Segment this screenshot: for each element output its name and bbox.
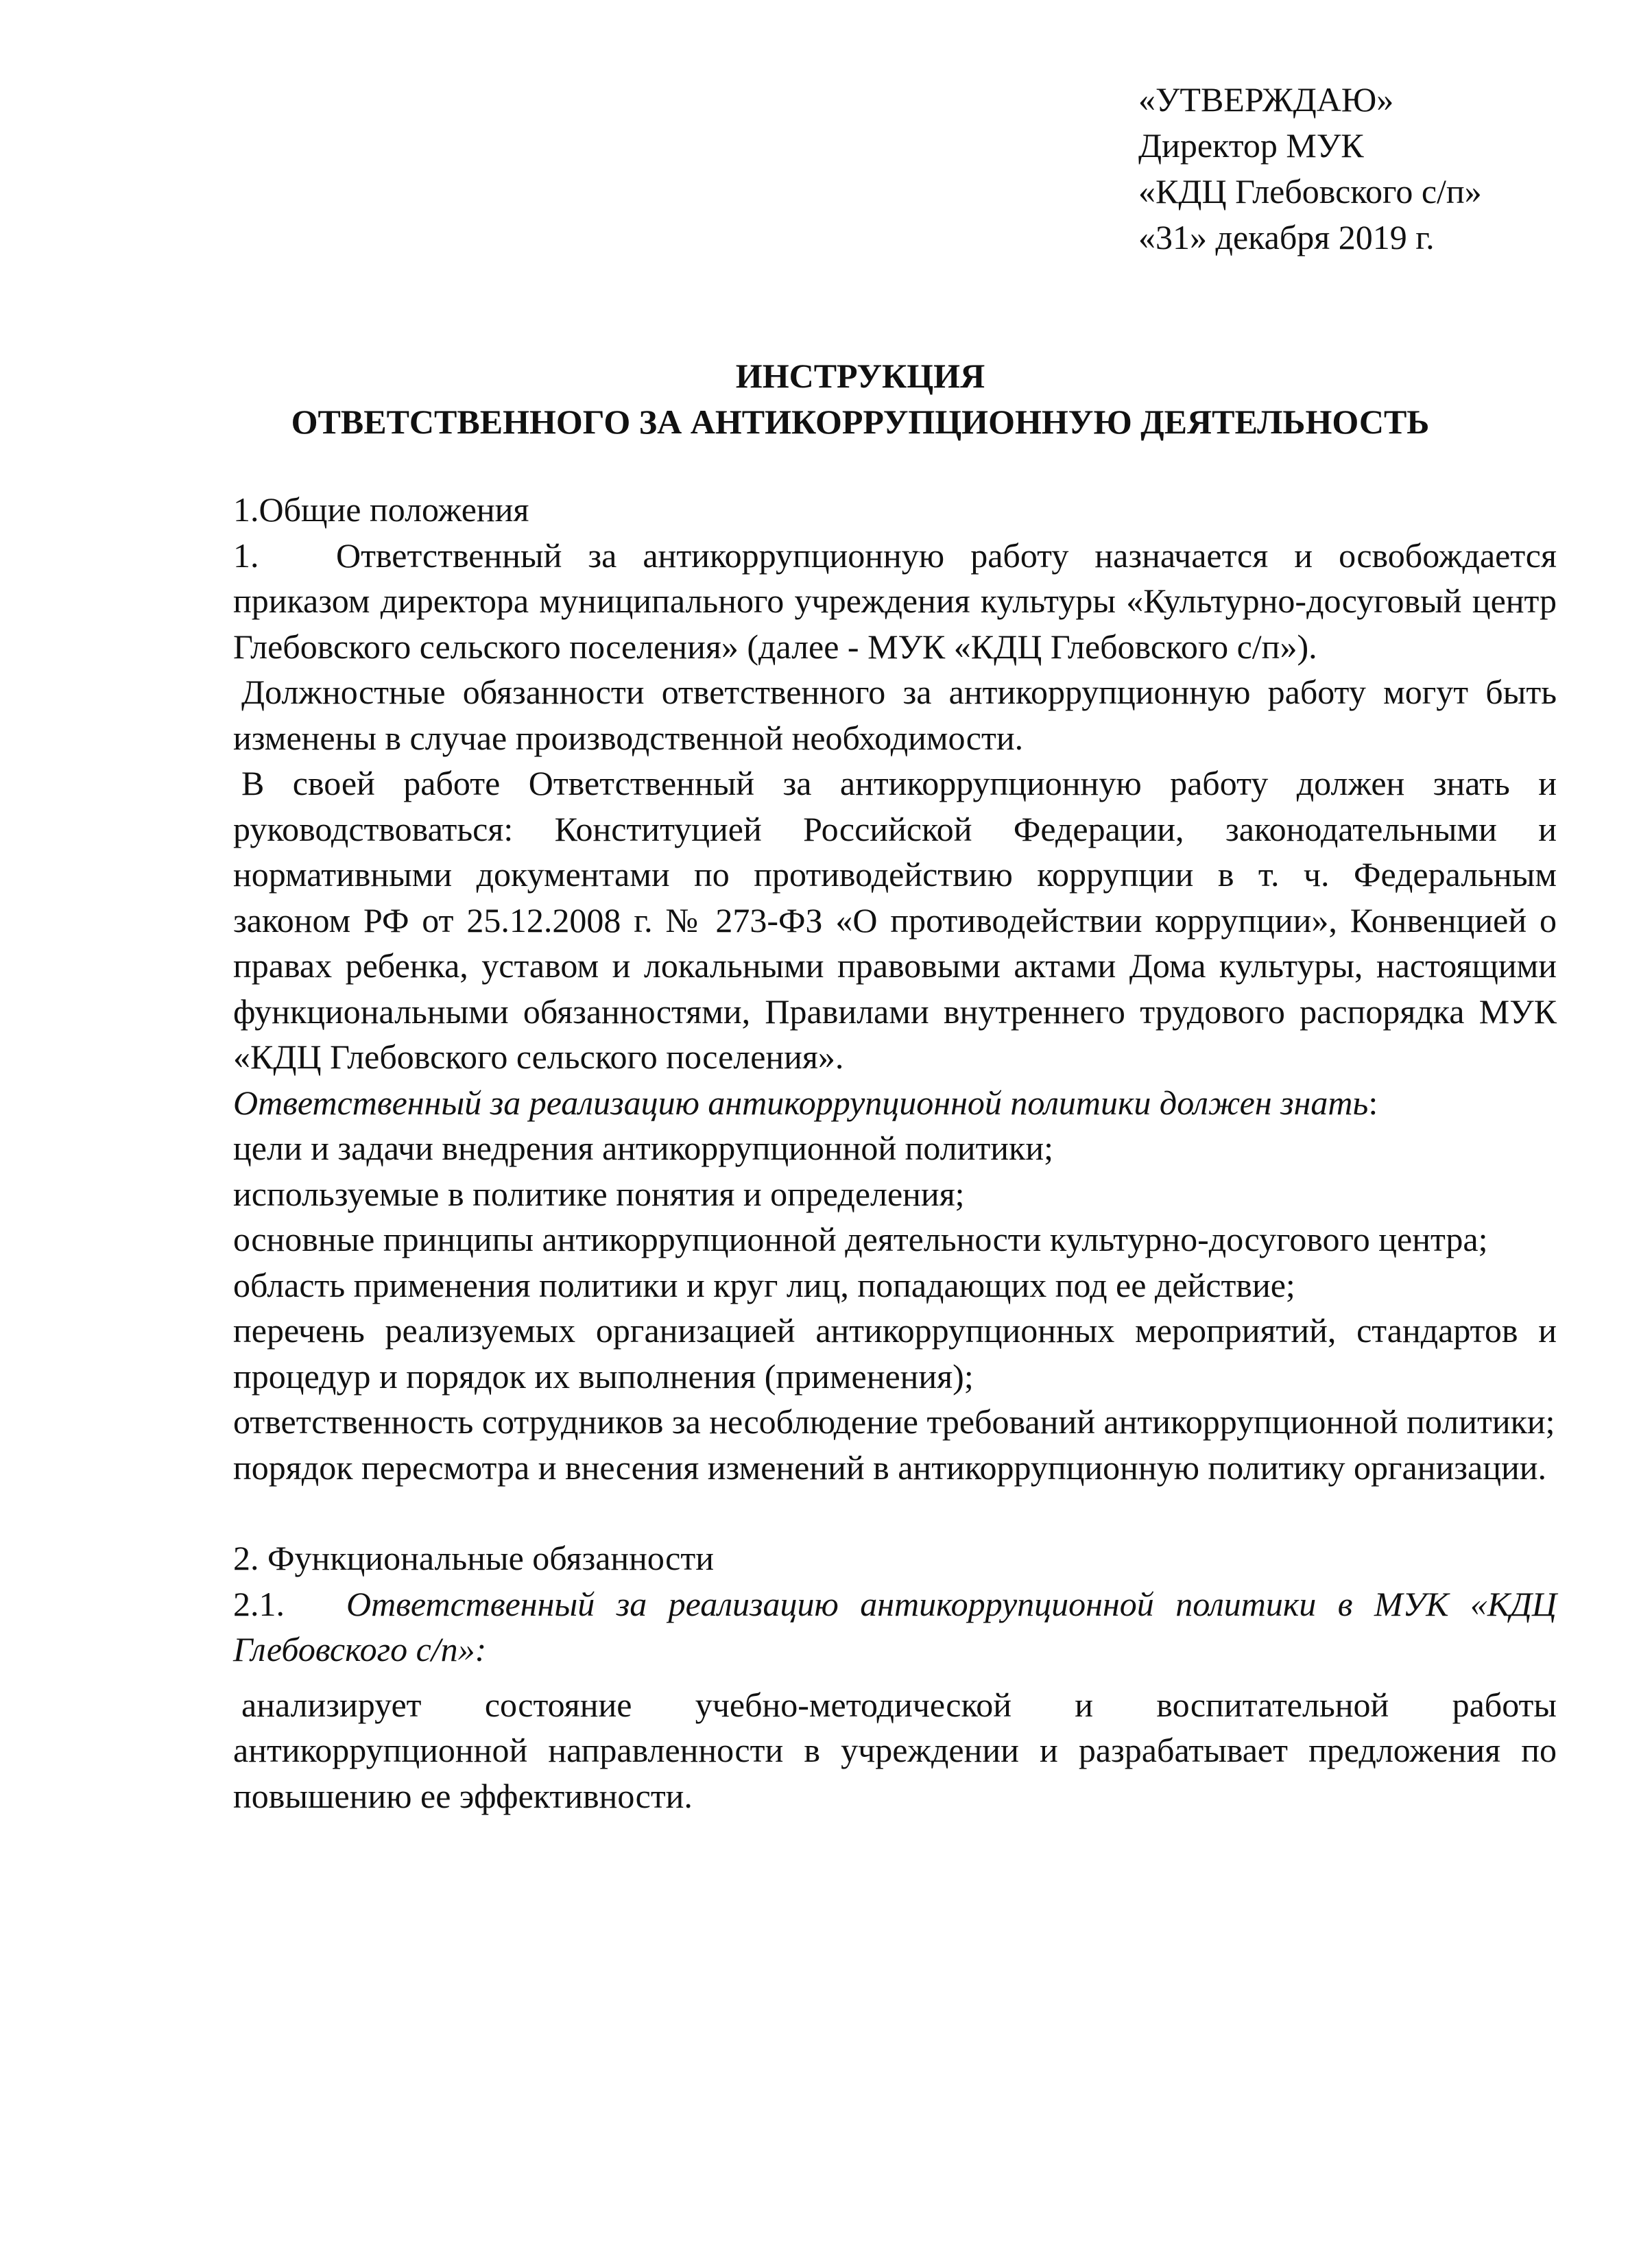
must-know-italic: Ответственный за реализацию антикоррупционной политики должен знать xyxy=(233,1083,1369,1122)
title-line-2: ОТВЕТСТВЕННОГО ЗА АНТИКОРРУПЦИОННУЮ ДЕЯТЕЛЬНОСТЬ xyxy=(291,403,1430,441)
list-item: ответственность сотрудников за несоблюдение требований антикоррупционной политики; xyxy=(233,1402,1555,1441)
approval-line-3: «КДЦ Глебовского с/п» xyxy=(1138,172,1482,211)
title-line-1: ИНСТРУКЦИЯ xyxy=(735,357,985,395)
section-1-heading: 1.Общие положения xyxy=(233,490,529,529)
item-text: Ответственный за реализацию антикоррупционной политики в МУК «КДЦ Глебовского с/п»: xyxy=(233,1584,1557,1668)
item-number: 2.1. xyxy=(233,1584,285,1623)
approval-line-4: «31» декабря 2019 г. xyxy=(1138,218,1435,256)
section-2-heading: 2. Функциональные обязанности xyxy=(233,1539,714,1577)
list-item: основные принципы антикоррупционной деятельности культурно-досугового центра; xyxy=(233,1220,1488,1258)
must-know-paragraph xyxy=(233,1080,1557,1126)
must-know-colon: : xyxy=(1368,1083,1378,1122)
approval-line-2: Директор МУК xyxy=(1138,126,1364,165)
list-item: используемые в политике понятия и определения; xyxy=(233,1174,965,1213)
section-gap xyxy=(233,1490,1557,1535)
list-item: порядок пересмотра и внесения изменений в антикоррупционную политику организации. xyxy=(233,1448,1546,1487)
list-item: область применения политики и круг лиц, попадающих под ее действие; xyxy=(233,1265,1295,1304)
paragraph-text: Ответственный за антикоррупционную работу назначается и освобождается приказом директора муниципального учреждения культуры «Культурно-досуговый центр Глебовского сельского поселения» (далее - МУК «КДЦ Глебовского с/п»). xyxy=(233,536,1557,666)
section-2-item xyxy=(233,1581,1557,1673)
list-item: цели и задачи внедрения антикоррупционной политики; xyxy=(233,1129,1053,1167)
item-number: 1. xyxy=(233,536,259,575)
section-2-paragraph-1: анализирует состояние учебно-методической и воспитательной работы антикоррупционной направленности в учреждении и разрабатывает предложения по повышению ее эффективности. xyxy=(233,1685,1557,1815)
section-1-paragraph-1 xyxy=(233,533,1557,670)
document-title xyxy=(0,353,1652,445)
section-1-paragraph-2: Должностные обязанности ответственного за антикоррупционную работу могут быть изменены в случае производственной необходимости. xyxy=(233,673,1557,757)
section-1-paragraph-3: В своей работе Ответственный за антикоррупционную работу должен знать и руководствоваться: Конституцией Российской Федерации, законодательными и нормативными документами по противодействию коррупции в т. ч. Федеральным законом РФ от 25.12.2008 г. № 273-ФЗ «О противодействии коррупции», Конвенцией о правах ребенка, уставом и локальными правовыми актами Дома культуры, настоящими функциональными обязанностями, Правилами внутреннего трудового распорядка МУК «КДЦ Глебовского сельского поселения». xyxy=(233,764,1557,1076)
document-body xyxy=(233,487,1557,1819)
approval-block xyxy=(1138,77,1482,261)
list-item: перечень реализуемых организацией антикоррупционных мероприятий, стандартов и процедур и порядок их выполнения (применения); xyxy=(233,1311,1557,1396)
approval-line-1: «УТВЕРЖДАЮ» xyxy=(1138,80,1394,119)
